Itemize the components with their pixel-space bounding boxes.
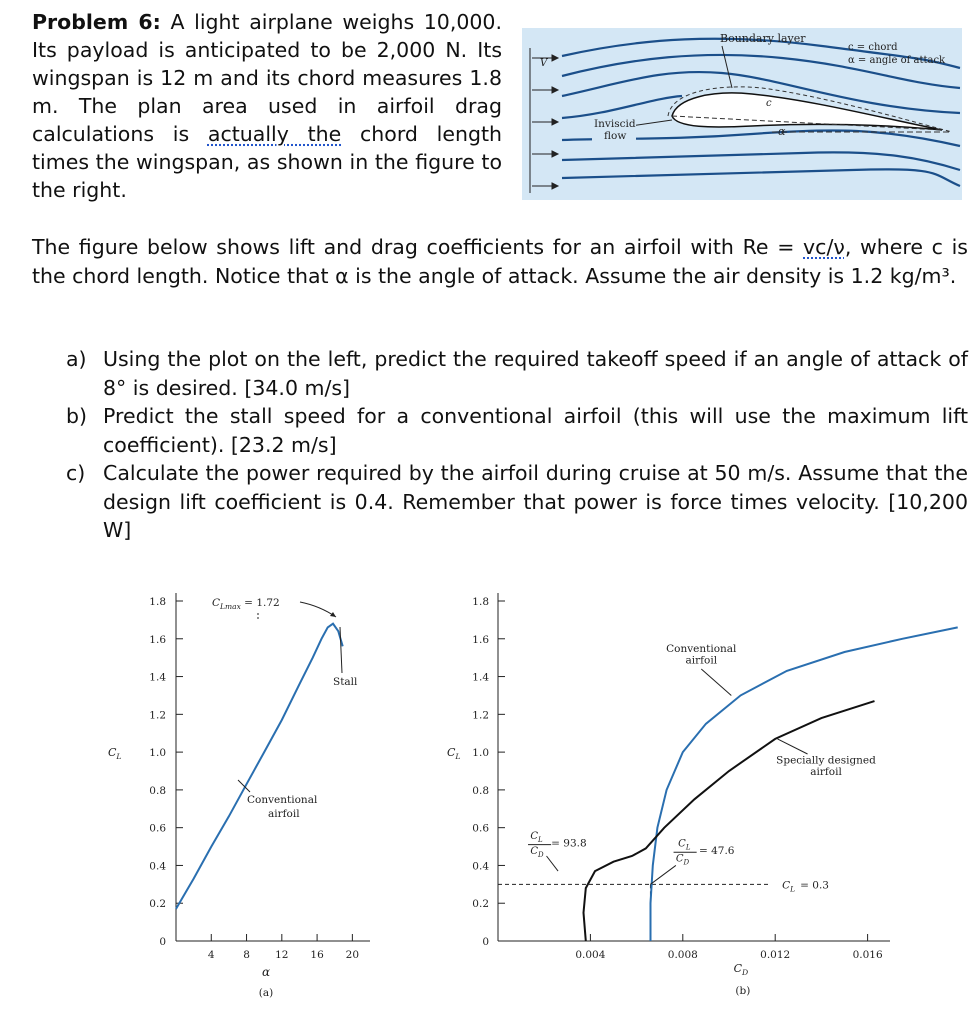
cl-line-value: = 0.3 [800, 879, 829, 892]
question-text: Predict the stall speed for a conventional airfoil (this will use the maximum lift coefficient). [23.2 m/s] [103, 404, 968, 457]
y-axis-label [108, 746, 122, 761]
questions-list [66, 345, 968, 545]
paragraph-2 [32, 233, 968, 290]
question-text: Using the plot on the left, predict the required takeoff speed if an angle of attack of 8° is desired. [34.0 m/s] [103, 347, 968, 400]
para2-before: The figure below shows lift and drag coefficients for an airfoil with Re = [32, 235, 804, 259]
ratio-right-value: = 47.6 [698, 845, 735, 858]
chart-b-lift-vs-drag [435, 580, 965, 1012]
question-label: a) [66, 347, 87, 371]
y-axis-label-sub: L [116, 752, 122, 762]
inviscid-label: Inviscid [594, 118, 636, 130]
cl-max-value: = 1.72 [240, 597, 280, 609]
x-axis-label-sub: D [742, 968, 749, 977]
ratio-left-den-base: C [530, 846, 538, 858]
question-item [66, 459, 968, 545]
chart-a-lift-vs-alpha [100, 580, 380, 1012]
y-tick-label: 1.6 [149, 633, 166, 646]
conventional-airfoil-curve [176, 624, 343, 909]
x-axis-label [734, 962, 749, 977]
y-tick-label: 1.2 [149, 709, 166, 722]
y-tick-label: 0.6 [149, 822, 166, 835]
conventional-airfoil-curve [651, 627, 958, 941]
x-tick-label: 12 [275, 949, 289, 961]
y-axis-label-base: C [108, 746, 117, 760]
specially-pointer [778, 739, 808, 754]
x-tick-label: 16 [310, 949, 324, 961]
x-axis-label: α [261, 965, 271, 979]
x-tick-label: 4 [207, 949, 215, 961]
cl-max-base: C [212, 597, 221, 609]
ratio-left-num-base: C [530, 831, 538, 842]
alpha-label: α [778, 125, 786, 138]
ratio-right-pointer [650, 865, 675, 884]
conventional-label-2: airfoil [685, 654, 718, 667]
legend-chord: c = chord [848, 42, 898, 53]
y-tick-label: 0.2 [472, 898, 489, 911]
y-axis-label-base: C [447, 746, 456, 760]
ratio-right-num-base: C [678, 838, 686, 850]
ratio-left-num-sub: L [537, 836, 543, 844]
conventional-label-1: Conventional [666, 643, 737, 655]
y-tick-label: 1.4 [149, 671, 166, 684]
ratio-left-num [530, 831, 543, 844]
stall-label: Stall [333, 676, 358, 688]
specially-label-1: Specially designed [776, 754, 876, 767]
cl-max-label [212, 597, 280, 611]
stall-pointer [340, 627, 342, 673]
problem-intro [32, 8, 502, 204]
y-tick-label: 0 [159, 936, 166, 948]
y-tick-label: 1.4 [472, 671, 489, 684]
x-tick-label: 0.016 [852, 949, 883, 961]
question-item [66, 402, 968, 459]
y-tick-label: 0.6 [472, 822, 489, 835]
x-axis-label-base: C [733, 962, 743, 975]
y-tick-label: 0.8 [149, 784, 166, 797]
y-tick-label: 0 [482, 936, 489, 948]
ratio-right-den-base: C [675, 853, 684, 865]
problem-label: Problem 6: [32, 10, 161, 34]
x-tick-label: 8 [243, 949, 250, 961]
ratio-left-den [530, 846, 544, 859]
ratio-right-den-sub: D [683, 858, 690, 867]
y-tick-label: 1.8 [472, 596, 489, 608]
question-label: b) [66, 404, 88, 428]
cl-max-pointer [300, 602, 336, 617]
question-item [66, 345, 968, 402]
ratio-right-den [676, 854, 690, 867]
x-tick-label: 0.004 [575, 949, 606, 961]
ratio-left-pointer [547, 856, 559, 871]
panel-label: (a) [258, 987, 274, 999]
problem-text-2: chord length times the wingspan, as shown in the figure to the right. [32, 122, 502, 202]
y-tick-label: 0.8 [472, 784, 489, 797]
cl-max-sub: Lmax [220, 602, 241, 611]
specially-designed-airfoil-curve [584, 701, 875, 941]
ratio-left-value: = 93.8 [551, 837, 587, 850]
flow-label: flow [604, 130, 627, 142]
ratio-right-num [678, 839, 691, 852]
y-tick-label: 1.0 [472, 747, 489, 760]
v-label: V [540, 58, 548, 69]
conventional-label-2: airfoil [268, 808, 300, 820]
legend-alpha: α = angle of attack [848, 55, 946, 66]
y-axis-label [447, 746, 461, 761]
chord-c-label: c [766, 98, 772, 109]
conventional-label-1: Conventional [247, 794, 318, 806]
y-tick-label: 1.6 [472, 633, 489, 646]
y-tick-label: 0.2 [149, 898, 166, 911]
y-tick-label: 0.4 [149, 860, 166, 873]
x-tick-label: 20 [345, 949, 360, 961]
y-axis-label-sub: L [455, 752, 461, 762]
problem-underlined: actually the [207, 122, 342, 146]
cl-max-arrowhead [330, 612, 336, 617]
y-tick-label: 1.2 [472, 709, 489, 722]
y-tick-label: 1.0 [149, 747, 166, 760]
y-tick-label: 1.8 [149, 596, 166, 608]
boundary-layer-label: Boundary layer [720, 32, 806, 45]
ratio-right-num-sub: L [685, 843, 691, 852]
specially-label-2: airfoil [810, 765, 842, 778]
y-tick-label: 0.4 [472, 860, 489, 873]
panel-label: (b) [735, 985, 751, 997]
cl-line-label-base: C [782, 879, 791, 892]
cl-line-label [782, 879, 795, 893]
question-text: Calculate the power required by the airfoil during cruise at 50 m/s. Assume that the design lift coefficient is 0.4. Remember that power is force times velocity. [10,200 W] [103, 461, 968, 542]
airfoil-flow-figure [522, 28, 962, 200]
ratio-left-den-sub: D [537, 851, 544, 860]
conventional-pointer [701, 669, 731, 695]
x-tick-label: 0.012 [760, 949, 791, 961]
problem-text-1: A light airplane weighs 10,000. Its payload is anticipated to be 2,000 N. Its wingspan is 12 m and its chord measures 1.8 m. The plan area used in airfoil drag calculations is [32, 10, 502, 146]
para2-after: , where c is the chord length. Notice that α is the angle of attack. Assume the air density is 1.2 kg/m³. [32, 235, 968, 288]
x-tick-label: 0.008 [667, 949, 698, 961]
reynolds-formula: vc/ν [803, 235, 845, 259]
cl-line-label-sub: L [790, 884, 796, 894]
question-label: c) [66, 461, 86, 485]
